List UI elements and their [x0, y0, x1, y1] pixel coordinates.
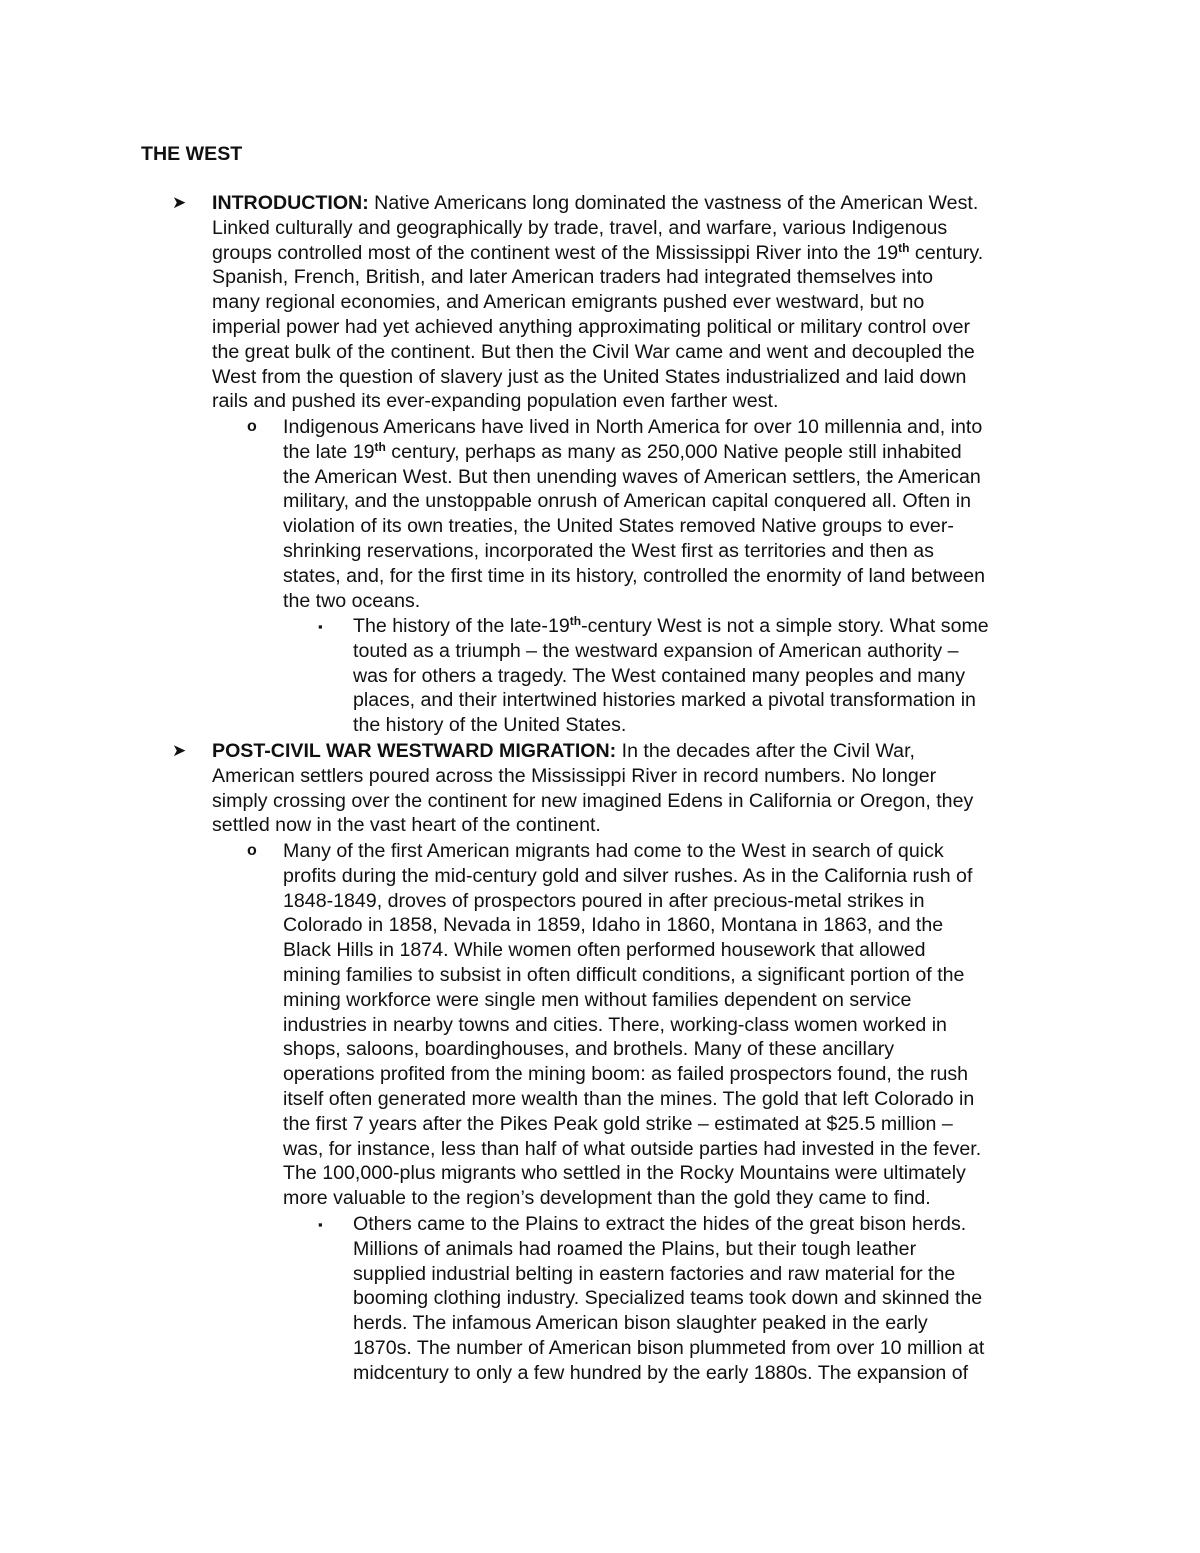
paragraph-line: booming clothing industry. Specialized teams took down and skinned the [353, 1287, 983, 1310]
paragraph-line: INTRODUCTION: Native Americans long dominated the vastness of the American West. [212, 192, 979, 214]
section-migration [212, 739, 973, 838]
paragraph-line: West from the question of slavery just as the United States industrialized and laid down [212, 365, 967, 388]
arrow-bullet-icon: ➤ [172, 741, 187, 760]
square-bullet-icon: ▪ [318, 619, 323, 634]
subsubpoint-history [353, 614, 989, 738]
paragraph-line: operations profited from the mining boom: as failed prospectors found, the rush [283, 1063, 969, 1086]
paragraph-line: touted as a triumph – the westward expansion of American authority – [353, 639, 959, 662]
circle-bullet-icon: o [247, 418, 257, 435]
arrow-bullet-icon: ➤ [172, 193, 187, 212]
paragraph-line: POST-CIVIL WAR WESTWARD MIGRATION: In the decades after the Civil War, [212, 740, 915, 762]
square-bullet-icon: ▪ [318, 1217, 323, 1232]
paragraph-line: rails and pushed its ever-expanding population even farther west. [212, 390, 779, 413]
paragraph-line: Millions of animals had roamed the Plains, but their tough leather [353, 1237, 917, 1260]
paragraph-line: violation of its own treaties, the United States removed Native groups to ever- [283, 515, 954, 538]
paragraph-line: was, for instance, less than half of what outside parties had invested in the fever. [283, 1137, 982, 1160]
paragraph-line: more valuable to the region’s development than the gold they came to find. [283, 1187, 931, 1210]
paragraph-line: mining workforce were single men without families dependent on service [283, 988, 912, 1011]
subpoint-indigenous [283, 415, 985, 613]
paragraph-line: the great bulk of the continent. But then the Civil War came and went and decoupled the [212, 340, 975, 363]
paragraph-line: mining families to subsist in often difficult conditions, a significant portion of the [283, 963, 965, 986]
paragraph-line: states, and, for the first time in its history, controlled the enormity of land between [283, 564, 986, 587]
paragraph-line: the first 7 years after the Pikes Peak gold strike – estimated at $25.5 million – [283, 1112, 953, 1135]
paragraph-line: profits during the mid-century gold and silver rushes. As in the California rush of [283, 864, 973, 887]
paragraph-line: Colorado in 1858, Nevada in 1859, Idaho in 1860, Montana in 1863, and the [283, 914, 944, 937]
paragraph-line: midcentury to only a few hundred by the early 1880s. The expansion of [353, 1361, 969, 1384]
subpoint-gold-rush [283, 839, 981, 1211]
paragraph-line: military, and the unstoppable onrush of American capital conquered all. Often in [283, 490, 972, 513]
subsubpoint-bison [353, 1212, 984, 1386]
paragraph-line: supplied industrial belting in eastern factories and raw material for the [353, 1262, 956, 1285]
paragraph-line: settled now in the vast heart of the continent. [212, 814, 601, 837]
paragraph-line: herds. The infamous American bison slaughter peaked in the early [353, 1312, 928, 1335]
paragraph-line: American settlers poured across the Mississippi River in record numbers. No longer [212, 764, 937, 787]
paragraph-line: The history of the late-19th-century West is not a simple story. What some [353, 614, 989, 637]
paragraph-line: the history of the United States. [353, 714, 627, 737]
section-heading: POST-CIVIL WAR WESTWARD MIGRATION: [212, 740, 617, 762]
paragraph-line: Indigenous Americans have lived in North America for over 10 millennia and, into [283, 416, 983, 438]
paragraph-line: 1848-1849, droves of prospectors poured in after precious-metal strikes in [283, 889, 925, 912]
paragraph-line: industries in nearby towns and cities. There, working-class women worked in [283, 1013, 947, 1036]
paragraph-line: Many of the first American migrants had come to the West in search of quick [283, 840, 944, 862]
page-title: THE WEST [141, 143, 243, 165]
paragraph-line: simply crossing over the continent for new imagined Edens in California or Oregon, they [212, 789, 974, 812]
section-heading: INTRODUCTION: [212, 192, 369, 214]
paragraph-line: places, and their intertwined histories marked a pivotal transformation in [353, 689, 976, 712]
paragraph-line: the late 19th century, perhaps as many as 250,000 Native people still inhabited [283, 439, 962, 463]
paragraph-line: shops, saloons, boardinghouses, and brothels. Many of these ancillary [283, 1038, 895, 1061]
paragraph-line: 1870s. The number of American bison plummeted from over 10 million at [353, 1336, 985, 1359]
paragraph-line: Linked culturally and geographically by trade, travel, and warfare, various Indigenous [212, 216, 948, 239]
circle-bullet-icon: o [247, 842, 257, 859]
paragraph-line: shrinking reservations, incorporated the West first as territories and then as [283, 539, 934, 562]
paragraph-line: imperial power had yet achieved anything approximating political or military control over [212, 315, 970, 338]
paragraph-line: itself often generated more wealth than the mines. The gold that left Colorado in [283, 1087, 975, 1110]
paragraph-line: was for others a tragedy. The West contained many peoples and many [353, 664, 966, 687]
paragraph-line: The 100,000-plus migrants who settled in the Rocky Mountains were ultimately [283, 1162, 966, 1185]
paragraph-line: many regional economies, and American emigrants pushed ever westward, but no [212, 291, 925, 314]
paragraph-line: the two oceans. [283, 589, 421, 612]
section-introduction [212, 191, 983, 414]
paragraph-line: Others came to the Plains to extract the hides of the great bison herds. [353, 1213, 967, 1235]
paragraph-line: Spanish, French, British, and later American traders had integrated themselves into [212, 266, 933, 289]
paragraph-line: Black Hills in 1874. While women often performed housework that allowed [283, 939, 926, 962]
paragraph-line: groups controlled most of the continent west of the Mississippi River into the 19th century. [212, 240, 984, 264]
paragraph-line: the American West. But then unending waves of American settlers, the American [283, 465, 981, 488]
